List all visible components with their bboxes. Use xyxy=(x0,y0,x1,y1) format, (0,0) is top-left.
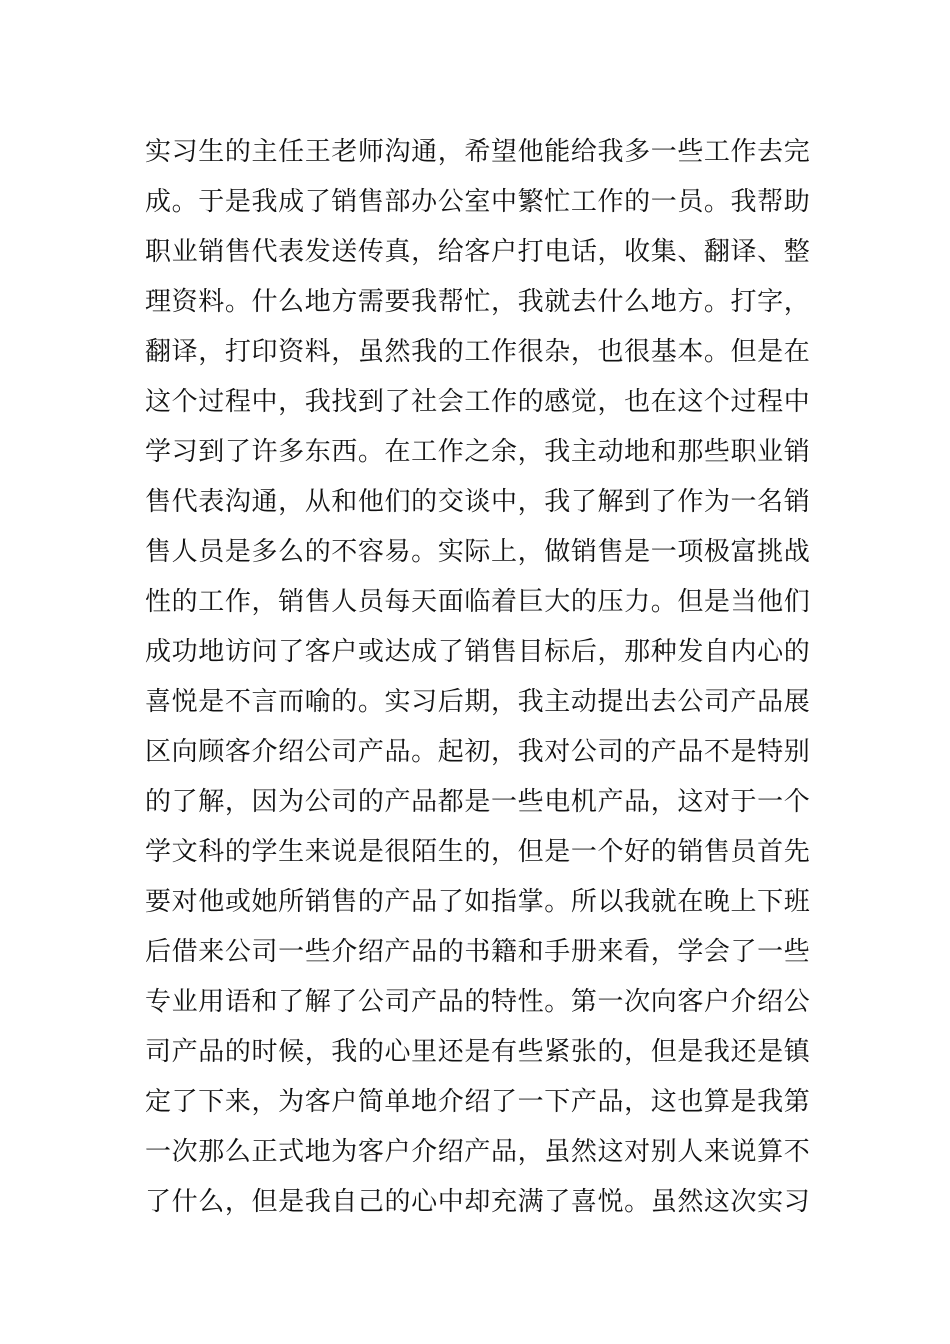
body-text xyxy=(145,127,810,1227)
text-line: 司产品的时候，我的心里还是有些紧张的，但是我还是镇 xyxy=(145,1037,810,1067)
text-line: 要对他或她所销售的产品了如指掌。所以我就在晚上下班 xyxy=(145,887,810,917)
text-line: 定了下来，为客户简单地介绍了一下产品，这也算是我第 xyxy=(145,1087,810,1117)
text-line: 售代表沟通，从和他们的交谈中，我了解到了作为一名销 xyxy=(145,487,810,517)
text-line: 成。于是我成了销售部办公室中繁忙工作的一员。我帮助 xyxy=(145,187,810,217)
text-line: 了什么，但是我自己的心中却充满了喜悦。虽然这次实习 xyxy=(145,1187,810,1217)
text-line: 学习到了许多东西。在工作之余，我主动地和那些职业销 xyxy=(145,437,810,467)
text-line: 翻译，打印资料，虽然我的工作很杂，也很基本。但是在 xyxy=(145,337,810,367)
text-line: 区向顾客介绍公司产品。起初，我对公司的产品不是特别 xyxy=(145,737,810,767)
text-line: 售人员是多么的不容易。实际上，做销售是一项极富挑战 xyxy=(145,537,810,567)
text-line: 性的工作，销售人员每天面临着巨大的压力。但是当他们 xyxy=(145,587,810,617)
text-line: 一次那么正式地为客户介绍产品，虽然这对别人来说算不 xyxy=(145,1137,810,1167)
text-line: 专业用语和了解了公司产品的特性。第一次向客户介绍公 xyxy=(145,987,810,1017)
text-line: 职业销售代表发送传真，给客户打电话，收集、翻译、整 xyxy=(145,237,810,267)
text-line: 学文科的学生来说是很陌生的，但是一个好的销售员首先 xyxy=(145,837,810,867)
text-line: 喜悦是不言而喻的。实习后期，我主动提出去公司产品展 xyxy=(145,687,810,717)
text-line: 后借来公司一些介绍产品的书籍和手册来看，学会了一些 xyxy=(145,937,810,967)
text-line: 理资料。什么地方需要我帮忙，我就去什么地方。打字， xyxy=(145,287,810,317)
text-line: 实习生的主任王老师沟通，希望他能给我多一些工作去完 xyxy=(145,137,810,167)
text-line: 的了解，因为公司的产品都是一些电机产品，这对于一个 xyxy=(145,787,810,817)
text-line: 成功地访问了客户或达成了销售目标后，那种发自内心的 xyxy=(145,637,810,667)
text-line: 这个过程中，我找到了社会工作的感觉，也在这个过程中 xyxy=(145,387,810,417)
